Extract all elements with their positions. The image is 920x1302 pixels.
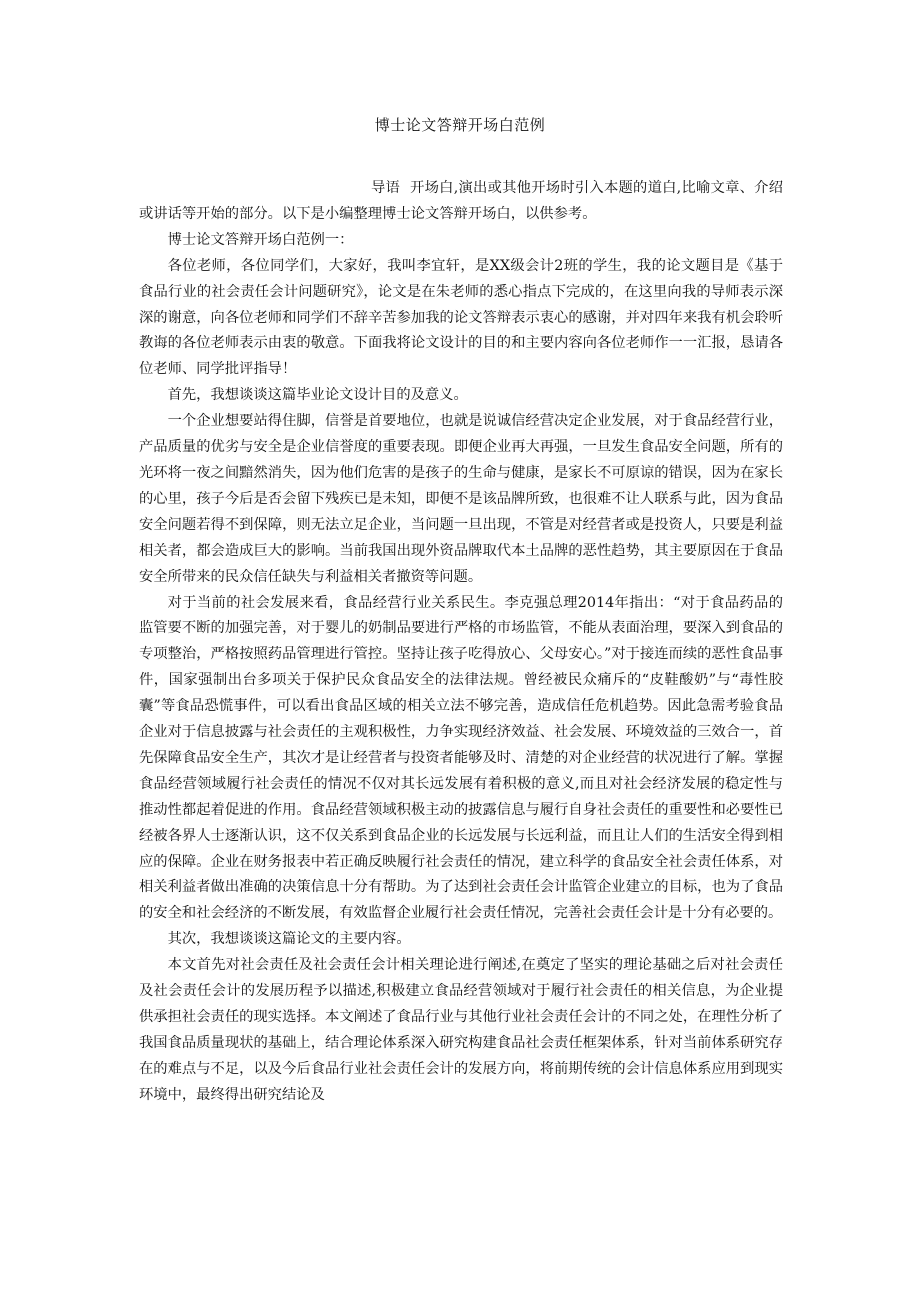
paragraph-enterprise-credibility: 一个企业想要站得住脚，信誉是首要地位，也就是说诚信经营决定企业发展，对于食品经营行业，产品质量的优劣与安全是企业信誉度的重要表现。即便企业再大再强，一旦发生食品安全问题，所有的光环将一夜之间黯然消失，因为他们危害的是孩子的生命与健康，是家长不可原谅的错误，因为在家长的心里，孩子今后是否会留下残疾已是未知，即便不是该品牌所致，也很难不让人联系与此，因为食品安全问题若得不到保障，则无法立足企业，当问题一旦出现，不管是对经营者或是投资人，只要是利益相关者，都会造成巨大的影响。当前我国出现外资品牌取代本土品牌的恶性趋势，其主要原因在于食品安全所带来的民众信任缺失与利益相关者撤资等问题。 bbox=[139, 413, 783, 585]
paragraph-greeting: 各位老师，各位同学们，大家好，我叫李宜轩，是XX级会计2班的学生，我的论文题目是《基于食品行业的社会责任会计问题研究》，论文是在朱老师的悉心指点下完成的，在这里向我的导师表示深深的谢意，向各位老师和同学们不辞辛苦参加我的论文答辩表示衷心的感谢，并对四年来我有机会聆听教诲的各位老师表示由衷的敬意。下面我将论文设计的目的和主要内容向各位老师作一一汇报，恳请各位老师、同学批评指导！ bbox=[139, 257, 783, 378]
page-title: 博士论文答辩开场白范例 bbox=[374, 116, 546, 134]
intro-label: 导语 bbox=[371, 180, 401, 196]
paragraph-social-development: 对于当前的社会发展来看，食品经营行业关系民生。李克强总理2014年指出：“对于食品药品的监管要不断的加强完善，对于婴儿的奶制品要进行严格的市场监管，不能从表面治理，要深入到食品的专项整治，严格按照药品管理进行管控。坚持让孩子吃得放心、父母安心。”对于接连而续的恶性食品事件，国家强制出台多项关于保护民众食品安全的法律法规。曾经被民众痛斥的“皮鞋酸奶”与“毒性胶囊”等食品恐慌事件，可以看出食品区域的相关立法不够完善，造成信任危机趋势。因此急需考验食品企业对于信息披露与社会责任的主观积极性，力争实现经济效益、社会发展、环境效益的三效合一，首先保障食品安全生产，其次才是让经营者与投资者能够及时、清楚的对企业经营的状况进行了解。掌握食品经营领域履行社会责任的情况不仅对其长远发展有着积极的意义,而且对社会经济发展的稳定性与推动性都起着促进的作用。食品经营领域积极主动的披露信息与履行自身社会责任的重要性和必要性已经被各界人士逐渐认识，这不仅关系到食品企业的长远发展与长远利益，而且让人们的生活安全得到相应的保障。企业在财务报表中若正确反映履行社会责任的情况，建立科学的食品安全社会责任体系，对相关利益者做出准确的决策信息十分有帮助。为了达到社会责任会计监管企业建立的目标，也为了食品的安全和社会经济的不断发展，有效监督企业履行社会责任情况，完善社会责任会计是十分有必要的。 bbox=[139, 594, 783, 922]
document-body bbox=[139, 176, 783, 1109]
section-heading-example-one: 博士论文答辩开场白范例一： bbox=[167, 231, 354, 248]
paragraph-purpose-heading: 首先，我想谈谈这篇毕业论文设计目的及意义。 bbox=[167, 387, 468, 404]
intro-paragraph bbox=[139, 176, 783, 228]
paragraph-main-content: 本文首先对社会责任及社会责任会计相关理论进行阐述,在奠定了坚实的理论基础之后对社会责任及社会责任会计的发展历程予以描述,积极建立食品经营领域对于履行社会责任的相关信息，为企业提供承担社会责任的现实选择。本文阐述了食品行业与其他行业社会责任会计的不同之处，在理性分析了我国食品质量现状的基础上，结合理论体系深入研究构建食品社会责任框架体系，针对当前体系研究存在的难点与不足，以及今后食品行业社会责任会计的发展方向，将前期传统的会计信息体系应用到现实环境中，最终得出研究结论及 bbox=[139, 957, 783, 1103]
intro-text: 开场白,演出或其他开场时引入本题的道白,比喻文章、介绍或讲话等开始的部分。以下是小编整理博士论文答辩开场白，以供参考。 bbox=[139, 180, 784, 222]
paragraph-content-heading: 其次，我想谈谈这篇论文的主要内容。 bbox=[167, 931, 411, 948]
